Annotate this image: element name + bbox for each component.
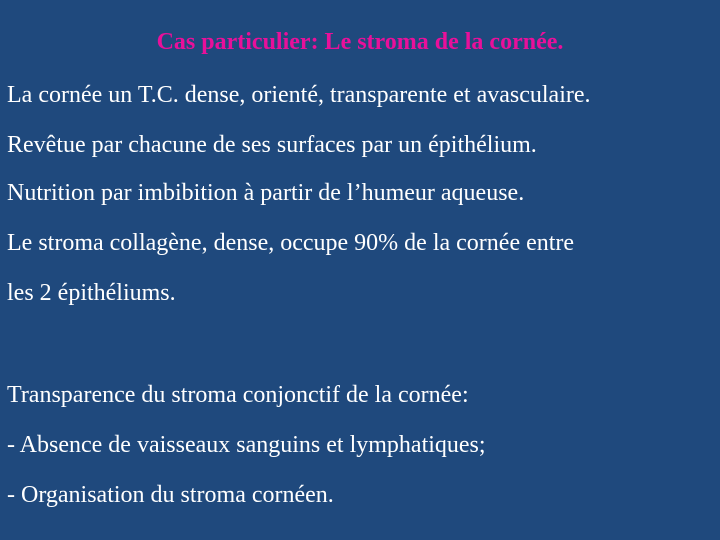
bullet-stroma-organization: - Organisation du stroma cornéen. xyxy=(7,482,334,508)
text-line-nutrition: Nutrition par imbibition à partir de l’humeur aqueuse. xyxy=(7,180,525,206)
text-line-cornea-definition: La cornée un T.C. dense, orienté, transparente et avasculaire. xyxy=(7,82,591,108)
text-line-transparency-heading: Transparence du stroma conjonctif de la cornée: xyxy=(7,382,469,408)
bullet-absence-vessels: - Absence de vaisseaux sanguins et lymphatiques; xyxy=(7,432,486,458)
text-line-stroma-continued: les 2 épithéliums. xyxy=(7,280,176,306)
slide-title: Cas particulier: Le stroma de la cornée. xyxy=(156,29,564,55)
text-line-stroma: Le stroma collagène, dense, occupe 90% de la cornée entre xyxy=(7,230,575,256)
text-line-epithelium: Revêtue par chacune de ses surfaces par un épithélium. xyxy=(7,132,537,158)
